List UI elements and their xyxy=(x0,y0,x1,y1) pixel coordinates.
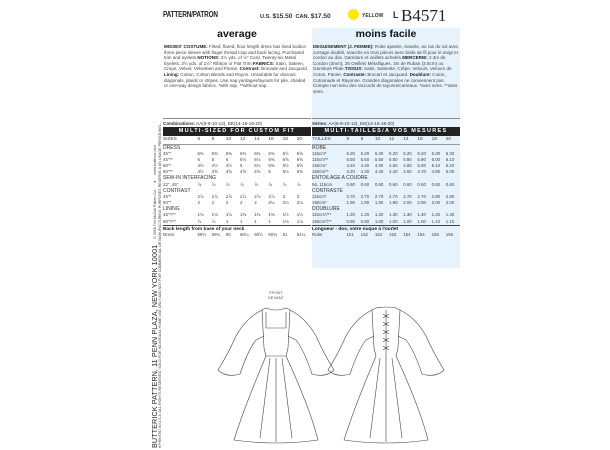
row-label: CONTRASTE xyxy=(312,187,343,194)
table-cell: 0.60 xyxy=(374,181,384,187)
table-cell: 2¼ xyxy=(282,200,289,206)
combinations xyxy=(163,118,311,127)
table-cell: 4.40 xyxy=(389,169,398,175)
difficulty-level: average xyxy=(217,28,257,40)
table-cell: 1.00 xyxy=(389,218,398,224)
table-cell: 2.70 xyxy=(360,193,370,199)
table-cell: 10 xyxy=(226,136,240,144)
table-cell: 5⅜ xyxy=(296,169,303,175)
table-cell: 5.00 xyxy=(445,169,455,175)
table-cell: 1 xyxy=(240,218,243,224)
back-length-heading: Longueur - dos, votre nuque à l'ourlet xyxy=(312,225,460,232)
table-cell: 1.90 xyxy=(346,200,355,206)
table-cell: 4½ xyxy=(225,162,232,168)
description xyxy=(163,44,311,118)
table-cell: 156 xyxy=(445,231,454,237)
table-cell: 6⅜ xyxy=(240,150,247,156)
table-cell: 0.80 xyxy=(360,218,370,224)
table-cell: 152 xyxy=(374,231,383,237)
front-label-fr: DEVANT xyxy=(268,295,284,300)
table-cell: 1 xyxy=(254,218,257,224)
table-cell: 4.20 xyxy=(346,169,355,175)
yardage-table xyxy=(163,136,311,225)
row-label: LINING xyxy=(163,206,180,213)
table-cell: ⅞ xyxy=(225,181,230,187)
desc-heading: TISSUS: xyxy=(344,66,363,72)
table-cell: 1⅛ xyxy=(197,212,204,218)
table-cell: 18 xyxy=(432,136,446,144)
table-cell: 151 xyxy=(346,231,354,237)
table-cell: 6⅜ xyxy=(268,150,275,156)
table-cell: 6⅜ xyxy=(254,150,261,156)
table-cell: ⅞ xyxy=(240,181,244,187)
desc-text: Brocart et Jacquard. xyxy=(366,71,410,77)
table-cell: 12 xyxy=(240,136,254,144)
table-cell: 59½ xyxy=(197,231,206,237)
table-cell: 2 xyxy=(240,200,243,206)
table-cell: 14 xyxy=(254,136,268,144)
row-label: SEW-IN INTERFACING xyxy=(163,175,216,182)
desc-heading: Contrast: xyxy=(239,66,260,72)
desc-text: Coton, Cotonnade et Rayonne. Grandes diagonales ne conviennent pas. Compte non tenu des raccords de rayures/carreaux. *avec sens. **sans sens. xyxy=(313,71,458,94)
table-cell: 60 xyxy=(225,231,231,237)
table-cell: 60½ xyxy=(254,231,263,237)
table-cell: 4⅝ xyxy=(225,169,232,175)
size-code: L xyxy=(393,10,399,20)
desc-text: Satin, Sateen, Crepe, Velvet, Velveteen and Panne. xyxy=(164,60,305,72)
table-cell: 6.20 xyxy=(374,150,384,156)
combinations-value: AA(6-8-10-12), EE(14-16-18-20) xyxy=(327,121,395,126)
row-label: 22", 45" xyxy=(163,181,179,187)
desc-text: 2.3m de Cordon (3mm), 26 Oeillets Métalliques, 3m de Ruban (3.8cm) ou Garniture Plate. xyxy=(313,55,446,72)
desc-text: 2½ yds. of ⅛" Cord, Twenty-six Metal Eyelets, 3½ yds. of 1½" Ribbon or Flat Trim. xyxy=(164,55,296,66)
can-price: $17.50 xyxy=(310,13,331,20)
table-cell: 6 xyxy=(197,136,211,144)
table-cell: 4.50 xyxy=(374,162,384,168)
table-cell: 6⅛ xyxy=(240,156,247,162)
table-cell: 5⅜ xyxy=(268,162,275,168)
table-cell: 1.20 xyxy=(374,212,384,218)
color-name: YELLOW xyxy=(362,13,384,19)
table-cell: 5.90 xyxy=(417,156,426,162)
row-label: CONTRAST xyxy=(163,187,191,194)
table-cell: 1⅜ xyxy=(254,212,261,218)
table-cell: 4.80 xyxy=(431,169,441,175)
table-cell: 1.20 xyxy=(346,212,355,218)
table-cell: 2 xyxy=(197,200,200,206)
row-label: 45"*/** xyxy=(163,212,176,218)
table-cell: 1½ xyxy=(296,212,303,218)
table-cell: 5½ xyxy=(282,162,289,168)
table-cell: 1.30 xyxy=(403,212,412,218)
table-cell: 1.30 xyxy=(389,212,398,218)
table-cell: 1⅛ xyxy=(225,212,232,218)
table-cell: ⅞ xyxy=(211,218,216,224)
row-label: 150cm*/** xyxy=(312,218,332,224)
table-cell: 1⅛ xyxy=(296,218,303,224)
table-cell: 2⅞ xyxy=(225,193,232,199)
table-cell: 155 xyxy=(431,231,439,237)
table-cell: 60¾ xyxy=(268,231,277,237)
table-cell: 6⅝ xyxy=(282,156,289,162)
table-cell: 5.80 xyxy=(389,156,398,162)
table-cell: 6.20 xyxy=(346,150,355,156)
table-cell: 3 xyxy=(296,193,300,199)
table-cell: 5⅝ xyxy=(296,162,303,168)
table-cell: 6⅜ xyxy=(268,156,275,162)
table-cell: 1.90 xyxy=(360,200,370,206)
row-label: ENTOILAGE A COUDRE xyxy=(312,175,368,182)
desc-heading: MISSES' COSTUME: xyxy=(164,44,208,49)
table-cell: 5 xyxy=(240,162,243,168)
envelope-header xyxy=(163,8,463,24)
garment-illustrations xyxy=(200,288,460,448)
row-label: ROBE xyxy=(312,144,327,151)
table-cell: 2.70 xyxy=(403,193,412,199)
table-cell: 16 xyxy=(417,136,431,144)
table-cell: 8 xyxy=(212,136,226,144)
us-price: $15.50 xyxy=(272,13,293,20)
table-cell: 6.20 xyxy=(360,150,370,156)
table-cell: 12 xyxy=(389,136,403,144)
table-cell: 59¾ xyxy=(211,231,221,237)
table-cell: 1 xyxy=(268,218,271,224)
row-label: 56, 115cm xyxy=(312,181,333,187)
back-length-table xyxy=(163,232,311,238)
table-cell: 6⅜ xyxy=(225,150,232,156)
table-cell: 2⅞ xyxy=(240,193,247,199)
table-cell: 4⅝ xyxy=(254,169,261,175)
desc-text: Cotton, Cotton Blends and Rayon. Unsuitable for obvious diagonals, plaids or stripes. Use nap yardages/layouts for pile, shaded or one-way design fabrics. *with nap. **without nap. xyxy=(164,71,306,89)
table-cell: 6 xyxy=(211,156,215,162)
desc-text: Brocade and Jacquard. xyxy=(259,66,309,72)
table-cell: ⅞ xyxy=(254,181,258,187)
table-cell: 1.00 xyxy=(417,218,426,224)
table-cell: 2.80 xyxy=(431,193,441,199)
desc-heading: MERCERIE: xyxy=(402,55,428,61)
table-cell: 2⅞ xyxy=(268,193,275,199)
table-cell: 1⅛ xyxy=(211,212,218,218)
table-cell: 4.60 xyxy=(389,162,398,168)
row-label: 60"*/** xyxy=(163,218,176,224)
table-cell: 1.00 xyxy=(403,218,412,224)
table-cell: 4.40 xyxy=(374,169,384,175)
table-cell: 5 xyxy=(268,169,271,175)
table-cell: 6 xyxy=(225,156,229,162)
table-cell: 1.20 xyxy=(360,212,370,218)
table-cell: 154 xyxy=(417,231,425,237)
row-label: 45"* xyxy=(163,150,172,156)
yardage-table xyxy=(312,136,460,225)
table-cell: 152 xyxy=(360,231,368,237)
table-cell: 6⅜ xyxy=(197,150,204,156)
table-cell: 0.60 xyxy=(389,181,398,187)
table-cell: 8 xyxy=(361,136,375,144)
color-swatch xyxy=(348,9,359,20)
table-cell: 20 xyxy=(297,136,311,144)
table-cell: 6.20 xyxy=(417,150,426,156)
table-cell: 2.00 xyxy=(431,200,441,206)
desc-heading: Contraste: xyxy=(343,71,367,77)
table-cell: 6 xyxy=(197,156,200,162)
table-cell: 6.20 xyxy=(389,150,398,156)
table-cell: 1⅜ xyxy=(240,212,247,218)
table-cell: 1.40 xyxy=(445,212,455,218)
table-cell: 1.90 xyxy=(374,200,384,206)
desc-heading: Doublure: xyxy=(409,71,432,77)
table-cell: 5.50 xyxy=(374,156,384,162)
table-cell: 2⅞ xyxy=(254,193,261,199)
table-cell: 5⅛ xyxy=(254,162,261,168)
combinations-value: AA(6-8-10-12), EE(14-16-18-20) xyxy=(195,121,263,126)
row-label: 115cm*/** xyxy=(312,212,332,218)
yardage-header-bar: MULTI-TAILLES/A VOS MESURES xyxy=(312,127,460,136)
table-cell: 2.70 xyxy=(389,193,398,199)
table-cell: 1.10 xyxy=(431,218,441,224)
front-label: FRONT xyxy=(269,290,283,295)
table-cell: 1.10 xyxy=(445,218,455,224)
table-cell: 14 xyxy=(403,136,417,144)
row-label: 45"* xyxy=(163,193,172,199)
table-cell: 6.30 xyxy=(445,150,455,156)
back-length-table xyxy=(312,232,460,238)
table-cell: 1 xyxy=(225,218,229,224)
table-cell: 5.90 xyxy=(403,156,412,162)
desc-heading: FABRICS: xyxy=(252,60,275,66)
table-cell: 5.00 xyxy=(417,162,426,168)
table-cell: 0.80 xyxy=(346,218,355,224)
desc-heading: DEGUISEMENT (J. FEMME): xyxy=(313,44,374,49)
table-cell: 6½ xyxy=(282,150,289,156)
copyright: © 2008 The McCall Pattern Co. xyxy=(152,188,157,239)
table-cell: 2⅞ xyxy=(197,193,204,199)
table-cell: 1.90 xyxy=(389,200,398,206)
row-label: 150cm* xyxy=(312,162,327,168)
table-row xyxy=(312,232,460,238)
table-cell: 6.30 xyxy=(431,150,441,156)
bullet: ● xyxy=(152,180,157,183)
table-cell: 6 xyxy=(346,136,360,144)
table-row xyxy=(163,232,311,238)
back-length-heading: Back length from base of your neck xyxy=(163,225,311,232)
table-cell: ⅞ xyxy=(197,218,202,224)
row-label: SIZES xyxy=(163,136,197,144)
us-label: U.S. xyxy=(260,14,271,20)
table-cell: 2 xyxy=(225,200,229,206)
desc-heading: NOTIONS: xyxy=(197,55,220,61)
price xyxy=(260,13,331,20)
row-label: Robe xyxy=(312,231,323,237)
table-cell: 6.00 xyxy=(431,156,441,162)
table-cell: ⅞ xyxy=(296,181,301,187)
table-cell: 154 xyxy=(403,231,411,237)
row-label: 60"** xyxy=(163,169,173,175)
row-label: DRESS xyxy=(163,144,181,151)
table-cell: 4.40 xyxy=(346,162,355,168)
table-cell: 4.70 xyxy=(417,169,426,175)
table-row xyxy=(312,136,460,144)
desc-text: Satin, Satinette, Crêpe, Velours, Velours de Coton, Panne. xyxy=(313,66,452,77)
table-cell: 2¼ xyxy=(296,200,303,206)
can-label: CAN. xyxy=(295,14,310,20)
table-cell: 1⅛ xyxy=(282,218,289,224)
table-cell: 1.40 xyxy=(431,212,441,218)
table-cell: 2.00 xyxy=(403,200,412,206)
table-cell: 0.60 xyxy=(360,181,370,187)
table-cell: 0.60 xyxy=(417,181,426,187)
table-cell: 4½ xyxy=(197,162,204,168)
table-cell: 4½ xyxy=(211,162,218,168)
table-cell: 0.60 xyxy=(445,181,455,187)
table-cell: 60¼ xyxy=(240,231,249,237)
table-cell: 4.30 xyxy=(360,169,370,175)
table-cell: 0.60 xyxy=(431,181,441,187)
table-cell: 2⅞ xyxy=(211,193,218,199)
table-cell: 2.70 xyxy=(417,193,426,199)
table-cell: 61 xyxy=(282,231,288,237)
table-cell: ⅞ xyxy=(197,181,202,187)
table-cell: 153 xyxy=(389,231,397,237)
table-cell: 5.50 xyxy=(360,156,370,162)
table-cell: 4⅝ xyxy=(240,169,247,175)
rights-notice xyxy=(158,3,162,448)
table-cell: 20 xyxy=(446,136,460,144)
table-cell: 5.50 xyxy=(346,156,355,162)
table-cell: 2 xyxy=(211,200,215,206)
table-cell: 3 xyxy=(282,193,286,199)
row-label: 150cm* xyxy=(312,200,327,206)
table-cell: 2.00 xyxy=(445,200,455,206)
row-label: 60"* xyxy=(163,162,172,168)
row-label: 115cm* xyxy=(312,150,327,156)
publisher-address: BUTTERICK PATTERN, 11 PENN PLAZA, NEW YORK 10001 xyxy=(150,244,159,448)
combinations xyxy=(312,118,460,127)
table-cell: 5.10 xyxy=(431,162,441,168)
french-column xyxy=(312,28,460,268)
table-cell: 4.50 xyxy=(403,169,412,175)
bullet: ● xyxy=(158,444,162,448)
desc-heading: Lining: xyxy=(164,71,180,77)
table-cell: 6⅝ xyxy=(296,150,303,156)
table-cell: ⅞ xyxy=(282,181,287,187)
row-label: 45"** xyxy=(163,156,173,162)
table-cell: 2 xyxy=(254,200,257,206)
description xyxy=(312,44,460,118)
desc-text: Robe ajustée, évasée, au ras du sol avec corsage doublé, manche en trois pièces avec bride de fil pour le doigt et cordon au dos. Garniture et oeillets achetés. xyxy=(313,44,459,61)
brand: PATTERN/PATRON xyxy=(163,10,218,19)
difficulty-level: moins facile xyxy=(355,28,417,40)
table-cell: 6.10 xyxy=(445,156,455,162)
yardage-header-bar: MULTI-SIZED FOR CUSTOM FIT xyxy=(163,127,311,136)
table-cell: 1.00 xyxy=(374,218,384,224)
row-label: 150cm** xyxy=(312,169,329,175)
table-cell: 4⅝ xyxy=(211,169,218,175)
table-cell: 6.20 xyxy=(403,150,412,156)
table-cell: 2.70 xyxy=(346,193,355,199)
row-label: TAILLES xyxy=(312,136,346,144)
table-cell: ⅞ xyxy=(211,181,216,187)
rights-text: PRINTED IN U.S.A. ALL RIGHTS RESERVED. SOLD FOR INDIVIDUAL HOME USE ONLY AND NOT FOR COMMERCIAL OR MANUFACTURING PURPOSES.RESERVE A UN USAGE PERSONNEL. xyxy=(158,123,162,445)
table-cell: 6⅜ xyxy=(211,150,218,156)
table-cell: ⅞ xyxy=(268,181,273,187)
table-cell: 0.60 xyxy=(346,181,355,187)
table-cell: 18 xyxy=(283,136,297,144)
table-cell: 5.20 xyxy=(445,162,455,168)
table-cell: 16 xyxy=(268,136,282,144)
website: www.butterick.com xyxy=(152,144,157,175)
row-label: 115cm* xyxy=(312,193,327,199)
table-cell: 2.80 xyxy=(445,193,455,199)
table-cell: 1½ xyxy=(282,212,289,218)
desc-text: Fitted, flared, floor length dress has lined bodice, three piece sleeve with finger thread loop and back lacing. Purchased trim and eyelets. xyxy=(164,44,308,61)
table-cell: 1⅜ xyxy=(268,212,275,218)
back-view-dress xyxy=(328,307,444,443)
table-cell: 0.60 xyxy=(403,181,412,187)
table-cell: 6⅛ xyxy=(254,156,261,162)
table-cell: 6⅝ xyxy=(296,156,303,162)
table-cell: 5⅛ xyxy=(282,169,289,175)
table-cell: 4½ xyxy=(197,169,204,175)
table-cell: 10 xyxy=(375,136,389,144)
table-cell: 2.00 xyxy=(417,200,426,206)
row-label: DOUBLURE xyxy=(312,206,340,213)
table-cell: 4.80 xyxy=(403,162,412,168)
combinations-label: Combinations: xyxy=(163,121,196,126)
row-label: 115cm** xyxy=(312,156,329,162)
row-label: 60"* xyxy=(163,200,172,206)
table-cell: 4.40 xyxy=(360,162,370,168)
row-label: Dress xyxy=(163,231,175,237)
table-cell: 2¼ xyxy=(268,200,275,206)
table-cell: 1.30 xyxy=(417,212,426,218)
english-column xyxy=(163,28,311,238)
front-view-dress xyxy=(218,308,334,443)
table-cell: 2.70 xyxy=(374,193,384,199)
combinations-label: Séries: xyxy=(312,121,328,126)
table-cell: 61¼ xyxy=(296,231,306,237)
table-row xyxy=(163,136,311,144)
pattern-number: B4571 xyxy=(401,6,447,25)
